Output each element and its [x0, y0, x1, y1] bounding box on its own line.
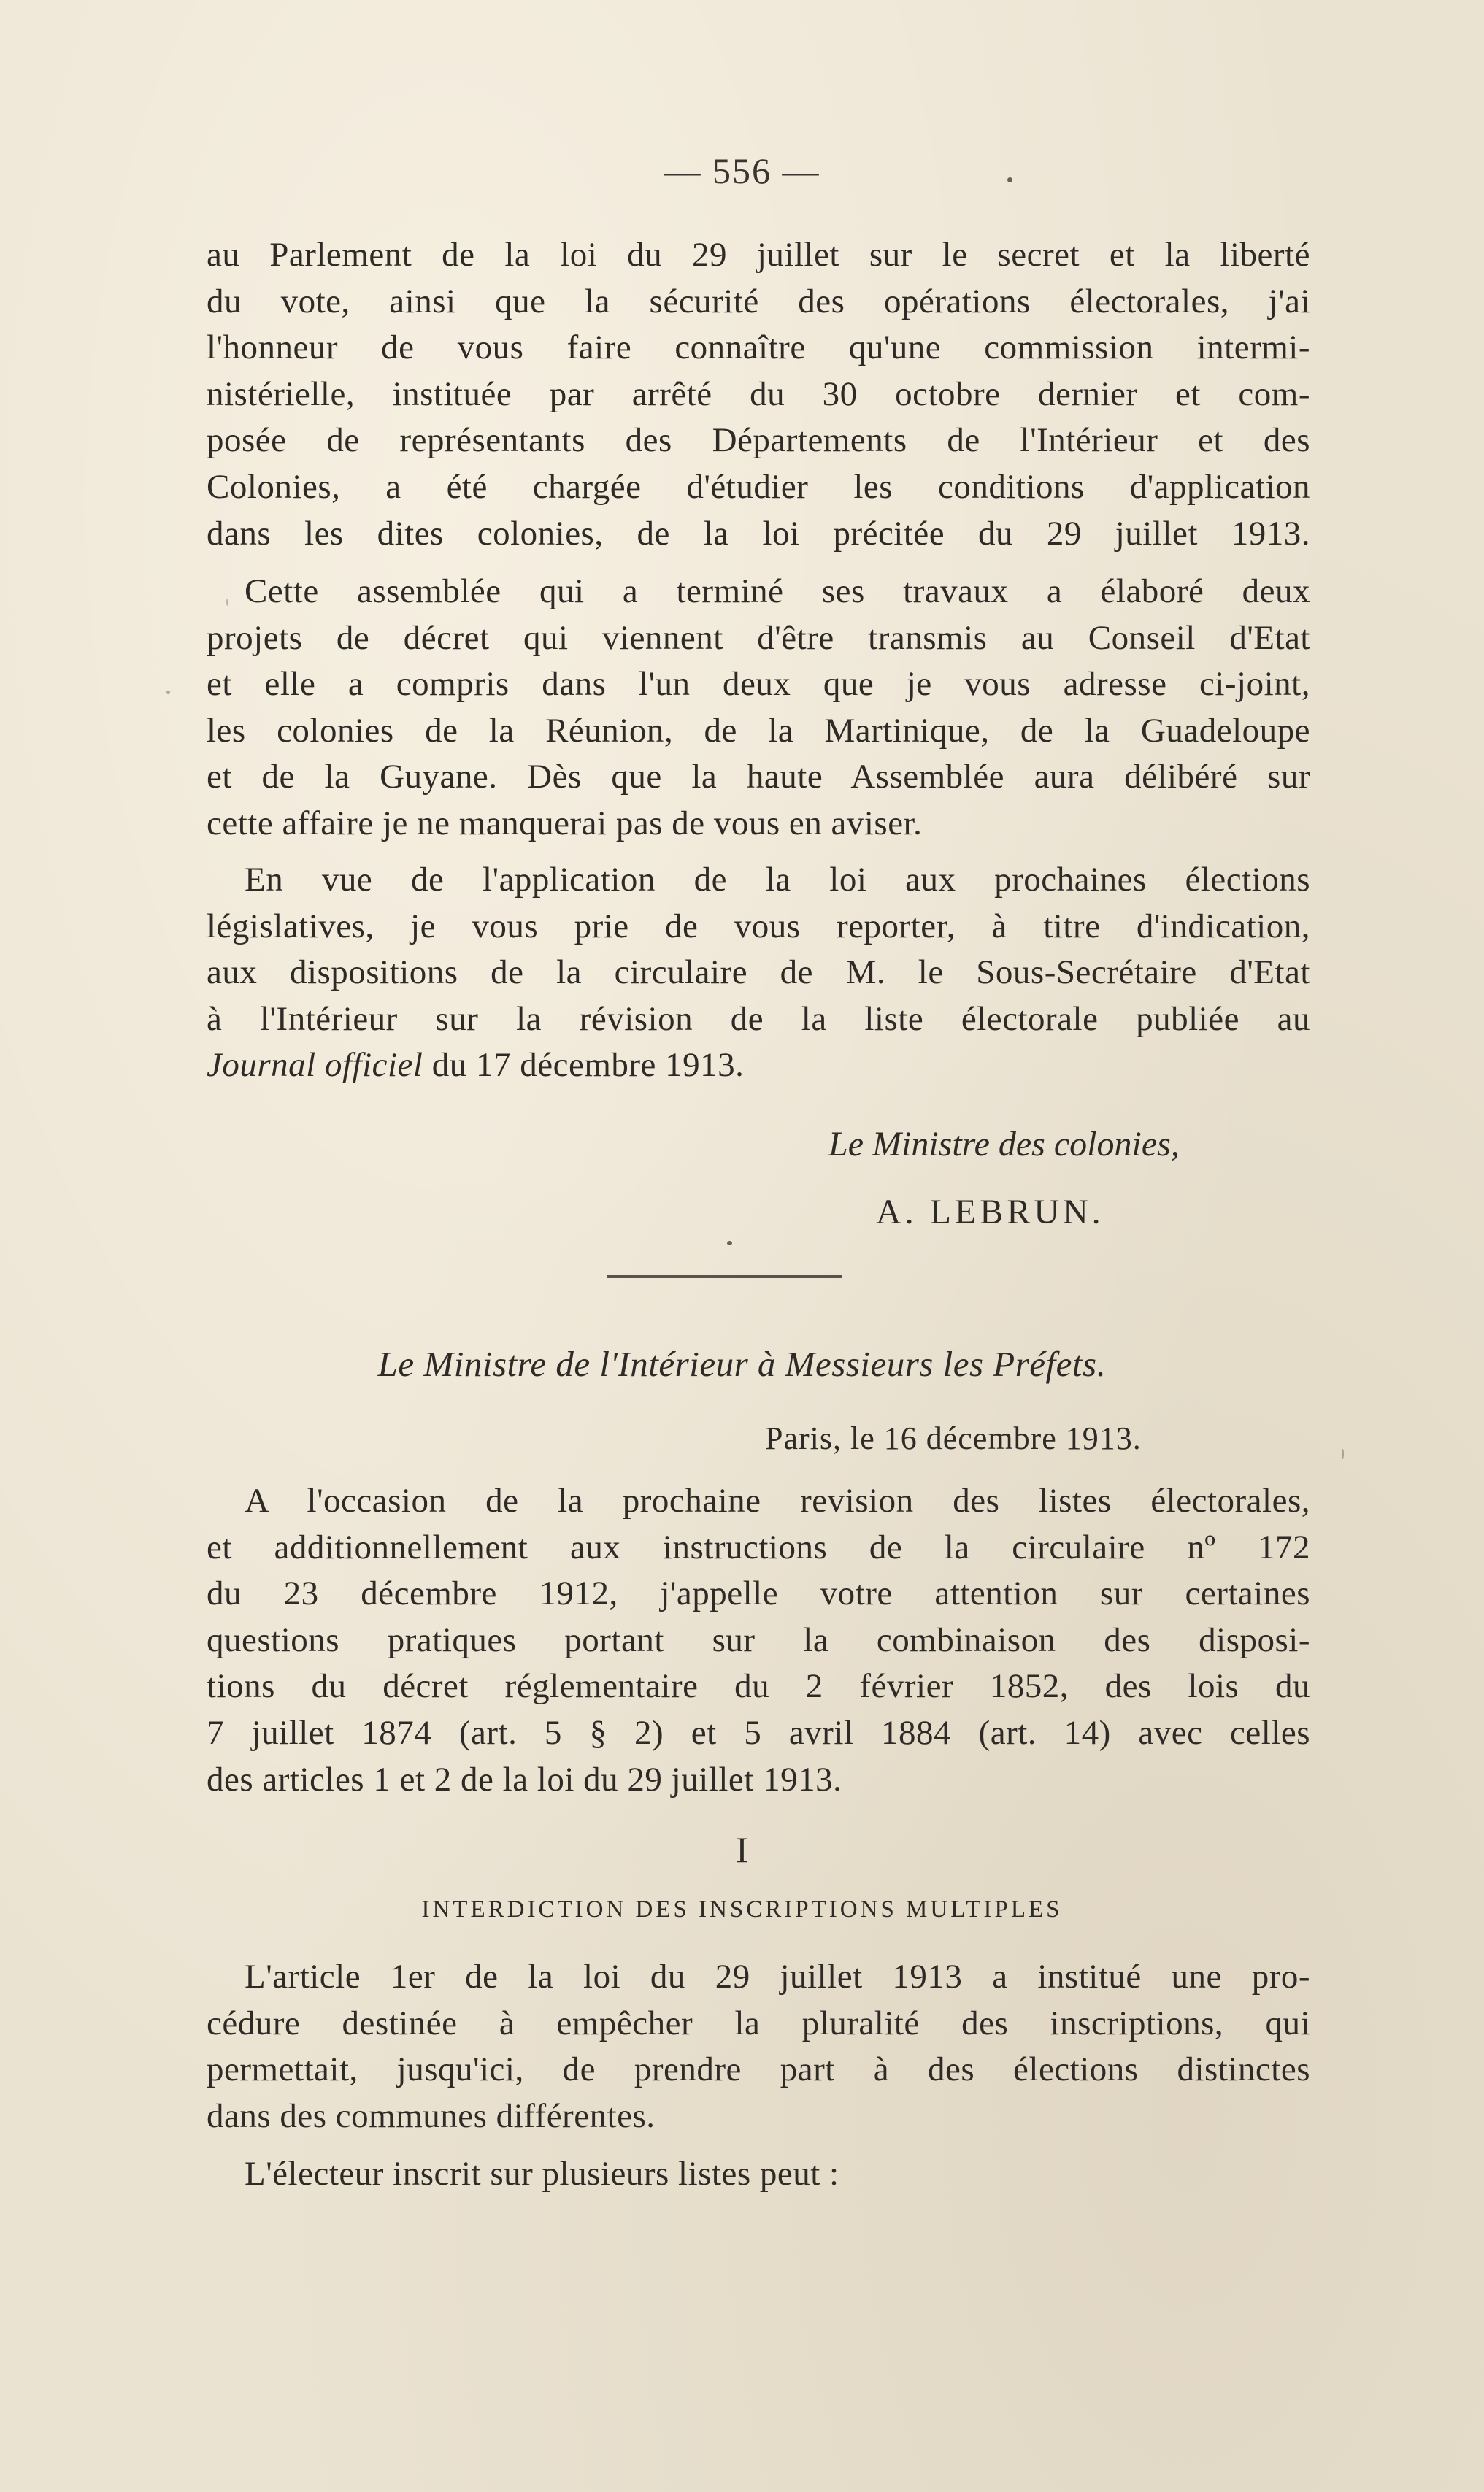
text-line: l'honneur de vous faire connaître qu'une commission intermi- — [207, 328, 1310, 367]
text-line: En vue de l'application de la loi aux prochaines élections — [245, 861, 1310, 899]
text-line: les colonies de la Réunion, de la Martinique, de la Guadeloupe — [207, 711, 1310, 750]
text-line: Cette assemblée qui a terminé ses travaux a élaboré deux — [245, 572, 1310, 610]
signature-name: A. LEBRUN. — [876, 1193, 1104, 1231]
text-fragment: du 17 décembre 1913. — [423, 1046, 745, 1085]
dateline: Paris, le 16 décembre 1913. — [765, 1420, 1142, 1456]
text-line: et elle a compris dans l'un deux que je vous adresse ci-joint, — [207, 665, 1310, 704]
text-line: cédure destinée à empêcher la pluralité des inscriptions, qui — [207, 2004, 1310, 2042]
text-line — [207, 1042, 1310, 1089]
paragraph-5 — [207, 1954, 1310, 2139]
text-line: dans des communes différentes. — [207, 2096, 656, 2135]
text-line: L'article 1er de la loi du 29 juillet 1913 a institué une pro- — [245, 1958, 1310, 1996]
paper-speck — [226, 599, 228, 606]
text-line: projets de décret qui viennent d'être transmis au Conseil d'Etat — [207, 618, 1310, 657]
text-line: et additionnellement aux instructions de la circulaire nº 172 — [207, 1528, 1310, 1566]
text-line: questions pratiques portant sur la combinaison des disposi- — [207, 1620, 1310, 1659]
text-line: 7 juillet 1874 (art. 5 § 2) et 5 avril 1884 (art. 14) avec celles — [207, 1713, 1310, 1752]
text-line: cette affaire je ne manquerai pas de vous en aviser. — [207, 804, 923, 842]
text-line: A l'occasion de la prochaine revision des listes électorales, — [245, 1482, 1310, 1520]
text-line: L'électeur inscrit sur plusieurs listes peut : — [245, 2155, 839, 2193]
paper-speck — [1007, 177, 1012, 182]
text-line: dans les dites colonies, de la loi précitée du 29 juillet 1913. — [207, 514, 1310, 553]
paragraph-3 — [207, 857, 1310, 1089]
text-line: à l'Intérieur sur la révision de la liste électorale publiée au — [207, 999, 1310, 1038]
paragraph-6 — [207, 2151, 1310, 2198]
section-number: I — [736, 1829, 748, 1870]
signature-title: Le Ministre des colonies, — [828, 1125, 1180, 1164]
letter-heading: Le Ministre de l'Intérieur à Messieurs les Préfets. — [377, 1344, 1107, 1384]
journal-title: Journal officiel — [207, 1046, 423, 1085]
text-line: au Parlement de la loi du 29 juillet sur le secret et la liberté — [207, 236, 1310, 274]
text-line: du 23 décembre 1912, j'appelle votre attention sur certaines — [207, 1574, 1310, 1613]
text-line: nistérielle, instituée par arrêté du 30 octobre dernier et com- — [207, 374, 1310, 413]
paragraph-1 — [207, 232, 1310, 557]
text-line: tions du décret réglementaire du 2 février 1852, des lois du — [207, 1667, 1310, 1706]
text-line: législatives, je vous prie de vous reporter, à titre d'indication, — [207, 907, 1310, 945]
paper-speck — [727, 1241, 732, 1245]
text-line: aux dispositions de la circulaire de M. le Sous-Secrétaire d'Etat — [207, 953, 1310, 992]
text-line: Colonies, a été chargée d'étudier les conditions d'application — [207, 467, 1310, 506]
text-line: posée de représentants des Départements de l'Intérieur et des — [207, 421, 1310, 460]
paragraph-2 — [207, 569, 1310, 847]
paragraph-4 — [207, 1478, 1310, 1803]
text-line: du vote, ainsi que la sécurité des opérations électorales, j'ai — [207, 282, 1310, 320]
separator-rule — [607, 1275, 842, 1278]
text-line: et de la Guyane. Dès que la haute Assemblée aura délibéré sur — [207, 758, 1310, 796]
section-title: INTERDICTION DES INSCRIPTIONS MULTIPLES — [421, 1896, 1063, 1923]
page-number: — 556 — — [664, 150, 820, 191]
text-line: des articles 1 et 2 de la loi du 29 juillet 1913. — [207, 1760, 842, 1799]
text-line: permettait, jusqu'ici, de prendre part à des élections distinctes — [207, 2050, 1310, 2089]
paper-speck — [166, 691, 170, 694]
paper-speck — [1342, 1449, 1344, 1459]
